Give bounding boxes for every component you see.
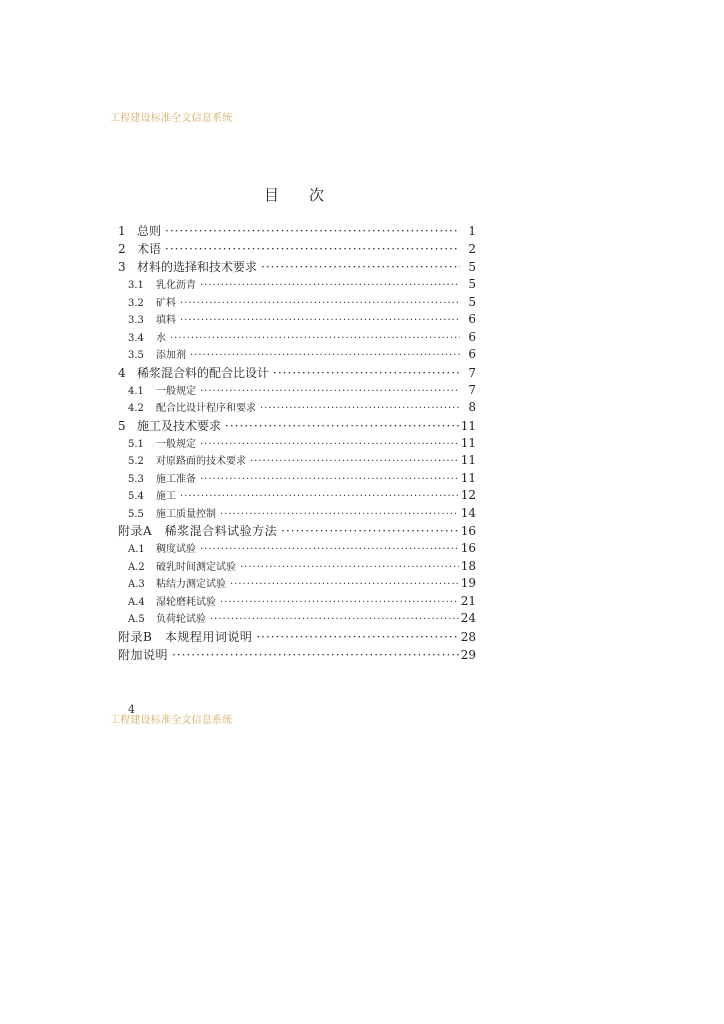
toc-entry [118,346,476,364]
toc-leader-dots [180,312,460,329]
toc-leader-dots [180,488,459,505]
toc-entry-label: 总则 [137,224,162,238]
toc-entry-label: 湿轮磨耗试验 [156,596,216,608]
watermark-top: 工程建设标准全文信息系统 [110,113,233,124]
toc-leader-dots [200,277,460,294]
toc-entry [118,628,476,646]
toc-entry-label: 施工 [156,491,176,502]
toc-leader-dots [240,559,459,576]
toc-entry-page: 1 [468,224,476,238]
watermark-bottom: 工程建设标准全文信息系统 [110,715,233,726]
toc-entry-label: 附录A 稀浆混合料试验方法 [118,524,278,538]
toc-leader-dots [220,506,459,523]
toc-entry-page: 11 [460,418,476,433]
toc-entry-label: 配合比设计程序和要求 [156,403,256,414]
toc-entry-page: 5 [468,260,476,274]
toc-entry-label: 对原路面的技术要求 [156,456,246,467]
toc-entry-number: 3.3 [128,315,144,326]
toc-entry-page: 6 [468,329,476,344]
toc-entry [118,276,476,294]
toc-leader-dots [200,541,459,558]
toc-leader-dots [210,611,459,628]
toc-leader-dots [250,453,459,470]
toc-entry-number: 5.3 [128,473,144,485]
toc-entry-number: A.4 [128,596,145,608]
table-of-contents [118,222,476,664]
toc-entry-label: 粘结力测定试验 [156,579,226,590]
toc-entry-page: 29 [460,647,476,662]
toc-leader-dots [281,522,459,540]
toc-entry-number: 3.4 [128,332,144,344]
toc-entry-label: 添加剂 [156,350,186,361]
toc-entry-number: A.1 [128,544,145,555]
toc-entry-number: 1 [118,224,126,238]
toc-entry-number: 4.2 [128,403,144,414]
toc-entry-page: 11 [460,435,476,450]
toc-entry-page: 5 [468,294,476,309]
toc-leader-dots [225,417,459,435]
toc-entry-label: 材料的选择和技术要求 [137,260,258,274]
toc-entry-page: 6 [468,347,476,361]
toc-entry-page: 28 [460,629,476,644]
toc-leader-dots [170,330,460,347]
toc-entry [118,610,476,628]
toc-entry-page: 7 [468,382,476,397]
toc-entry-number: 5 [118,418,126,433]
toc-entry [118,558,476,576]
toc-entry-number: 3.1 [128,280,144,291]
toc-leader-dots [260,400,460,417]
toc-entry-number: 4.1 [128,385,144,397]
toc-entry-label: 一般规定 [156,438,196,450]
toc-leader-dots [172,646,459,664]
toc-entry-page: 11 [460,470,476,485]
toc-entry [118,435,476,453]
toc-entry-label: 附加说明 [118,647,169,662]
toc-entry-label: 稀浆混合料的配合比设计 [137,365,270,380]
toc-entry [118,222,476,240]
toc-entry-page: 7 [468,365,476,380]
toc-entry-label: 术语 [137,242,162,256]
toc-entry-label: 矿料 [156,297,176,309]
toc-leader-dots [256,628,458,646]
toc-entry-number: 5.4 [128,491,144,502]
toc-entry-page: 21 [460,593,476,608]
toc-leader-dots [165,240,460,258]
toc-entry-page: 18 [460,558,476,573]
toc-entry [118,294,476,312]
toc-entry [118,329,476,347]
toc-entry-page: 12 [460,488,476,502]
toc-entry [118,540,476,558]
toc-entry [118,311,476,329]
toc-entry [118,382,476,400]
toc-entry [118,417,476,435]
toc-entry-number: 4 [118,365,126,380]
toc-entry-number: 2 [118,242,126,256]
toc-entry-number: A.2 [128,561,145,573]
toc-entry-number: 5.2 [128,456,144,467]
toc-entry-label: 施工质量控制 [156,508,216,520]
toc-entry [118,452,476,470]
toc-entry-number: 5.5 [128,508,144,520]
toc-entry-number: A.5 [128,614,145,625]
toc-entry [118,470,476,488]
toc-entry-page: 6 [468,312,476,326]
toc-leader-dots [273,364,460,382]
toc-entry-label: 一般规定 [156,385,196,397]
toc-leader-dots [165,222,460,240]
toc-entry [118,522,476,540]
toc-entry-label: 水 [156,332,166,344]
toc-entry [118,487,476,505]
toc-entry-page: 14 [460,505,476,520]
toc-leader-dots [261,258,460,276]
toc-leader-dots [200,436,459,453]
toc-leader-dots [220,594,459,611]
toc-entry-label: 施工准备 [156,473,196,485]
toc-entry-page: 16 [460,541,476,555]
toc-entry [118,575,476,593]
toc-entry-page: 24 [460,611,476,625]
page-title: 目次 [264,186,355,204]
toc-entry-number: 3.5 [128,350,144,361]
toc-entry-number: A.3 [128,579,145,590]
toc-entry [118,646,476,664]
toc-entry-label: 破乳时间测定试验 [156,561,236,573]
toc-entry [118,399,476,417]
toc-entry-number: 3 [118,260,126,274]
toc-entry-label: 稠度试验 [156,544,196,555]
toc-entry-page: 16 [460,524,476,538]
toc-entry-page: 11 [460,453,476,467]
toc-entry-label: 负荷轮试验 [156,614,206,625]
toc-entry-number: 5.1 [128,438,144,450]
toc-entry [118,258,476,276]
toc-entry [118,593,476,611]
toc-entry-page: 8 [468,400,476,414]
toc-leader-dots [230,576,459,593]
toc-leader-dots [200,471,459,488]
toc-entry [118,364,476,382]
toc-entry [118,240,476,258]
toc-entry-label: 填料 [156,315,176,326]
toc-entry-page: 19 [460,576,476,590]
toc-entry-page: 5 [468,277,476,291]
toc-leader-dots [190,347,460,364]
toc-leader-dots [200,383,460,400]
page-number: 4 [128,703,135,716]
toc-entry-number: 3.2 [128,297,144,309]
toc-entry-page: 2 [468,242,476,256]
toc-entry-label: 附录B 本规程用词说明 [118,629,253,644]
toc-entry [118,505,476,523]
toc-leader-dots [180,295,460,312]
toc-entry-label: 施工及技术要求 [137,418,222,433]
toc-entry-label: 乳化沥青 [156,280,196,291]
